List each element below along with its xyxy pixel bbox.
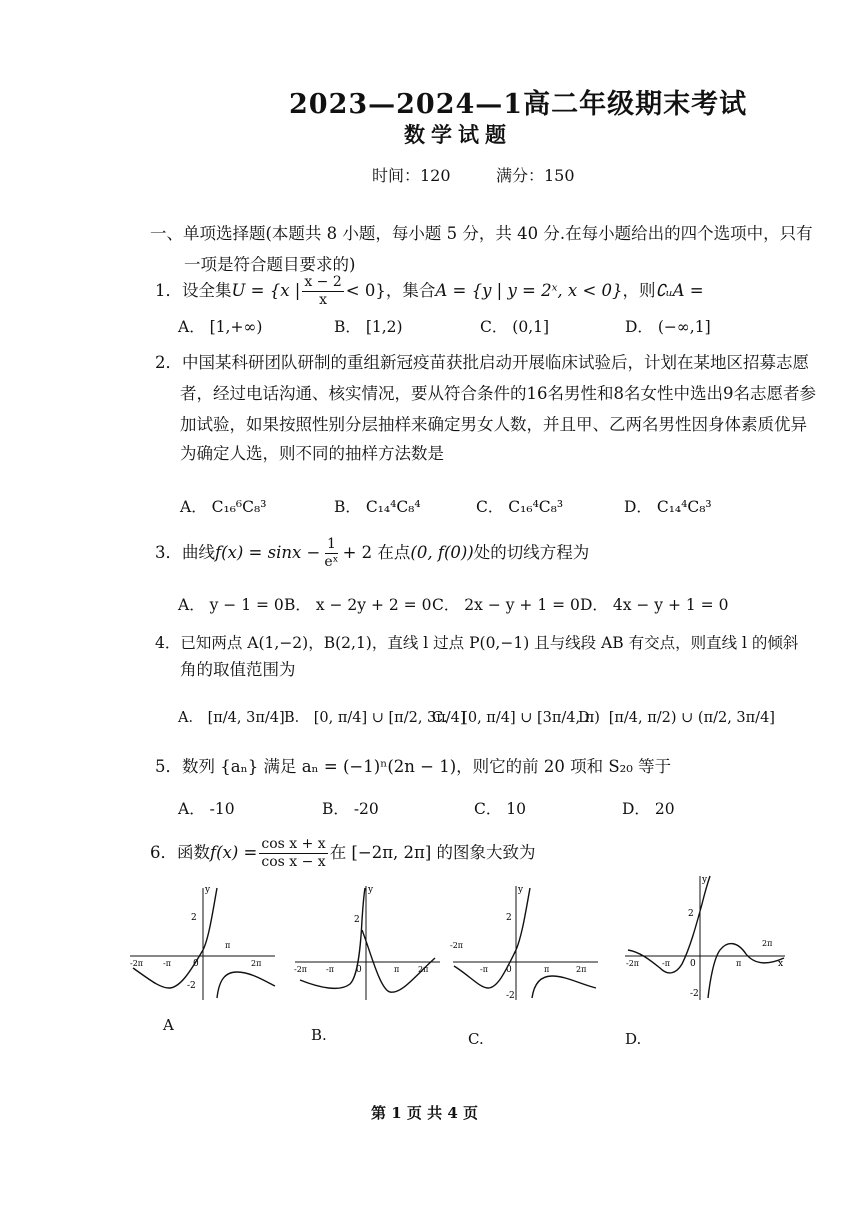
q1-frac-den: x (319, 291, 327, 308)
q1-frac-num: x − 2 (304, 274, 342, 291)
graph-d-origin: 0 (690, 959, 696, 969)
graph-b-neg-2pi: -2π (294, 965, 308, 974)
graph-a-origin: 0 (193, 959, 199, 969)
question-1 (155, 272, 704, 310)
graph-c-curve-left (454, 888, 530, 988)
q6-pre: 6．函数 (150, 842, 210, 862)
graph-d-y-label: y (702, 875, 708, 885)
graph-c-neg-2pi: -2π (450, 941, 464, 950)
graph-b-two: 2 (354, 915, 360, 925)
q1-mid: ，集合 (385, 280, 436, 300)
exam-title: 2023—2024—1高二年级期末考试 (289, 89, 748, 120)
q4-option-c: C． [0, π/4] ∪ [3π/4, π) (432, 710, 600, 726)
graph-b-pi: π (394, 965, 400, 974)
graph-b-curve-right (362, 930, 435, 992)
q1-complement: ∁ᵤA = (655, 280, 704, 300)
q3-frac-num: 1 (327, 536, 336, 553)
q3-frac-den: eˣ (324, 553, 339, 570)
graph-b-neg-pi: -π (326, 965, 334, 974)
q3-option-d: D． 4x − y + 1 = 0 (580, 596, 729, 614)
graph-d-neg-pi: -π (662, 959, 670, 968)
graph-a-neg-2pi: -2π (130, 959, 144, 968)
question-6 (150, 832, 536, 874)
q4-option-d: D． [π/4, π/2) ∪ (π/2, 3π/4] (578, 710, 775, 726)
q5-option-a: A． -10 (178, 800, 235, 818)
graph-d-x-label: x (778, 959, 784, 969)
page-number: 第 1 页 共 4 页 (371, 1104, 478, 1122)
graph-d-2pi: 2π (762, 939, 773, 948)
graph-c-curve-right (532, 976, 596, 998)
graph-a (125, 880, 280, 1005)
graph-b-2pi: 2π (418, 965, 429, 974)
q3-fraction (322, 536, 340, 569)
q4-option-b: B． [0, π/4] ∪ [π/2, 3π/4] (284, 710, 466, 726)
q5-option-c: C． 10 (474, 800, 527, 818)
section1-heading-line2: 一项是符合题目要求的) (184, 255, 356, 274)
graph-c-neg-two: -2 (506, 991, 515, 1001)
q6-frac-num: cos x + x (261, 836, 326, 853)
exam-time: 时间：120 (372, 166, 451, 185)
graph-d-pi: π (736, 959, 742, 968)
graph-a-y-label: y (205, 885, 211, 895)
q1-fraction (302, 274, 343, 307)
q4-option-a: A． [π/4, 3π/4] (178, 710, 285, 726)
q6-fx: f(x) = (210, 842, 258, 862)
q6-fraction (259, 836, 327, 869)
graph-c-pi: π (544, 965, 550, 974)
q5-option-d: D． 20 (622, 800, 675, 818)
q1-option-a: A． [1,+∞) (178, 318, 263, 336)
graph-c-2pi: 2π (576, 965, 587, 974)
q3-pre: 3．曲线 (155, 542, 215, 562)
graph-a-two: 2 (191, 913, 197, 923)
graph-b-y-label: y (368, 885, 374, 895)
graph-a-neg-two: -2 (187, 981, 196, 991)
graph-d-caption: D. (625, 1030, 642, 1048)
q3-point: (0, f(0)) (410, 542, 474, 562)
q2-line-4: 为确定人选，则不同的抽样方法数是 (180, 444, 444, 463)
exam-score: 满分：150 (496, 166, 575, 185)
q1-option-c: C． (0,1] (480, 318, 550, 336)
q1-set-a: A = {y | y = 2ˣ, x < 0} (435, 280, 623, 300)
graph-d (620, 870, 790, 1005)
q2-line-2: 者，经过电话沟通、核实情况，要从符合条件的16名男性和8名女性中选出9名志愿者参 (180, 384, 816, 403)
q2-option-a: A． C₁₆⁶C₈³ (180, 498, 267, 516)
graph-d-neg-two: -2 (690, 989, 699, 999)
graph-c-neg-pi: -π (480, 965, 488, 974)
graph-b (290, 880, 445, 1005)
graph-d-curve-right (708, 944, 784, 998)
graph-c-two: 2 (506, 913, 512, 923)
q3-option-b: B． x − 2y + 2 = 0 (284, 596, 432, 614)
graph-d-neg-2pi: -2π (626, 959, 640, 968)
exam-subtitle: 数学试题 (404, 122, 512, 147)
q2-option-d: D． C₁₄⁴C₈³ (624, 498, 712, 516)
q1-set-u-left: U = {x | (231, 280, 301, 300)
q3-post: 处的切线方程为 (473, 542, 590, 562)
q1-post: ，则 (622, 280, 656, 300)
q2-option-c: C． C₁₆⁴C₈³ (476, 498, 564, 516)
q5-option-b: B． -20 (322, 800, 379, 818)
graph-a-pi: π (225, 941, 231, 950)
question-5: 5．数列 {aₙ} 满足 aₙ = (−1)ⁿ(2n − 1)，则它的前 20 项和 S₂₀ 等于 (155, 757, 672, 776)
question-3 (155, 534, 589, 572)
q1-option-b: B． [1,2) (334, 318, 403, 336)
graph-c-origin: 0 (506, 965, 512, 975)
q3-fx: f(x) = sinx − (215, 542, 321, 562)
graph-a-curve-right (217, 972, 275, 998)
q2-option-b: B． C₁₄⁴C₈⁴ (334, 498, 421, 516)
q3-mid: + 2 在点 (342, 542, 411, 562)
graph-d-two: 2 (688, 909, 694, 919)
q6-post: 在 [−2π, 2π] 的图象大致为 (329, 842, 536, 862)
q3-option-a: A． y − 1 = 0 (178, 596, 284, 614)
graph-a-caption: A (163, 1016, 174, 1034)
section1-heading: 一、单项选择题(本题共 8 小题，每小题 5 分，共 40 分.在每小题给出的四个选项中，只有 (150, 224, 813, 243)
q6-frac-den: cos x − x (261, 853, 326, 870)
q1-option-d: D． (−∞,1] (625, 318, 711, 336)
graph-a-neg-pi: -π (163, 959, 171, 968)
q3-option-c: C． 2x − y + 1 = 0 (432, 596, 580, 614)
q2-line-3: 加试验，如果按照性别分层抽样来确定男女人数，并且甲、乙两名男性因身体素质优异 (180, 415, 807, 434)
q4-line-2: 角的取值范围为 (180, 660, 296, 679)
graph-b-origin: 0 (356, 965, 362, 975)
graph-c-caption: C. (468, 1030, 484, 1048)
graph-a-2pi: 2π (251, 959, 262, 968)
graph-a-curve-left (133, 888, 217, 988)
q4-line-1: 4．已知两点 A(1,−2)，B(2,1)，直线 l 过点 P(0,−1) 且与线段 AB 有交点，则直线 l 的倾斜 (155, 634, 799, 652)
graph-c (448, 880, 603, 1005)
graph-c-y-label: y (518, 885, 524, 895)
q1-set-u-right: < 0} (345, 280, 386, 300)
q2-line-1: 2．中国某科研团队研制的重组新冠疫苗获批启动开展临床试验后，计划在某地区招募志愿 (155, 353, 809, 372)
q1-pre: 1．设全集 (155, 280, 232, 300)
graph-b-caption: B. (311, 1026, 327, 1044)
